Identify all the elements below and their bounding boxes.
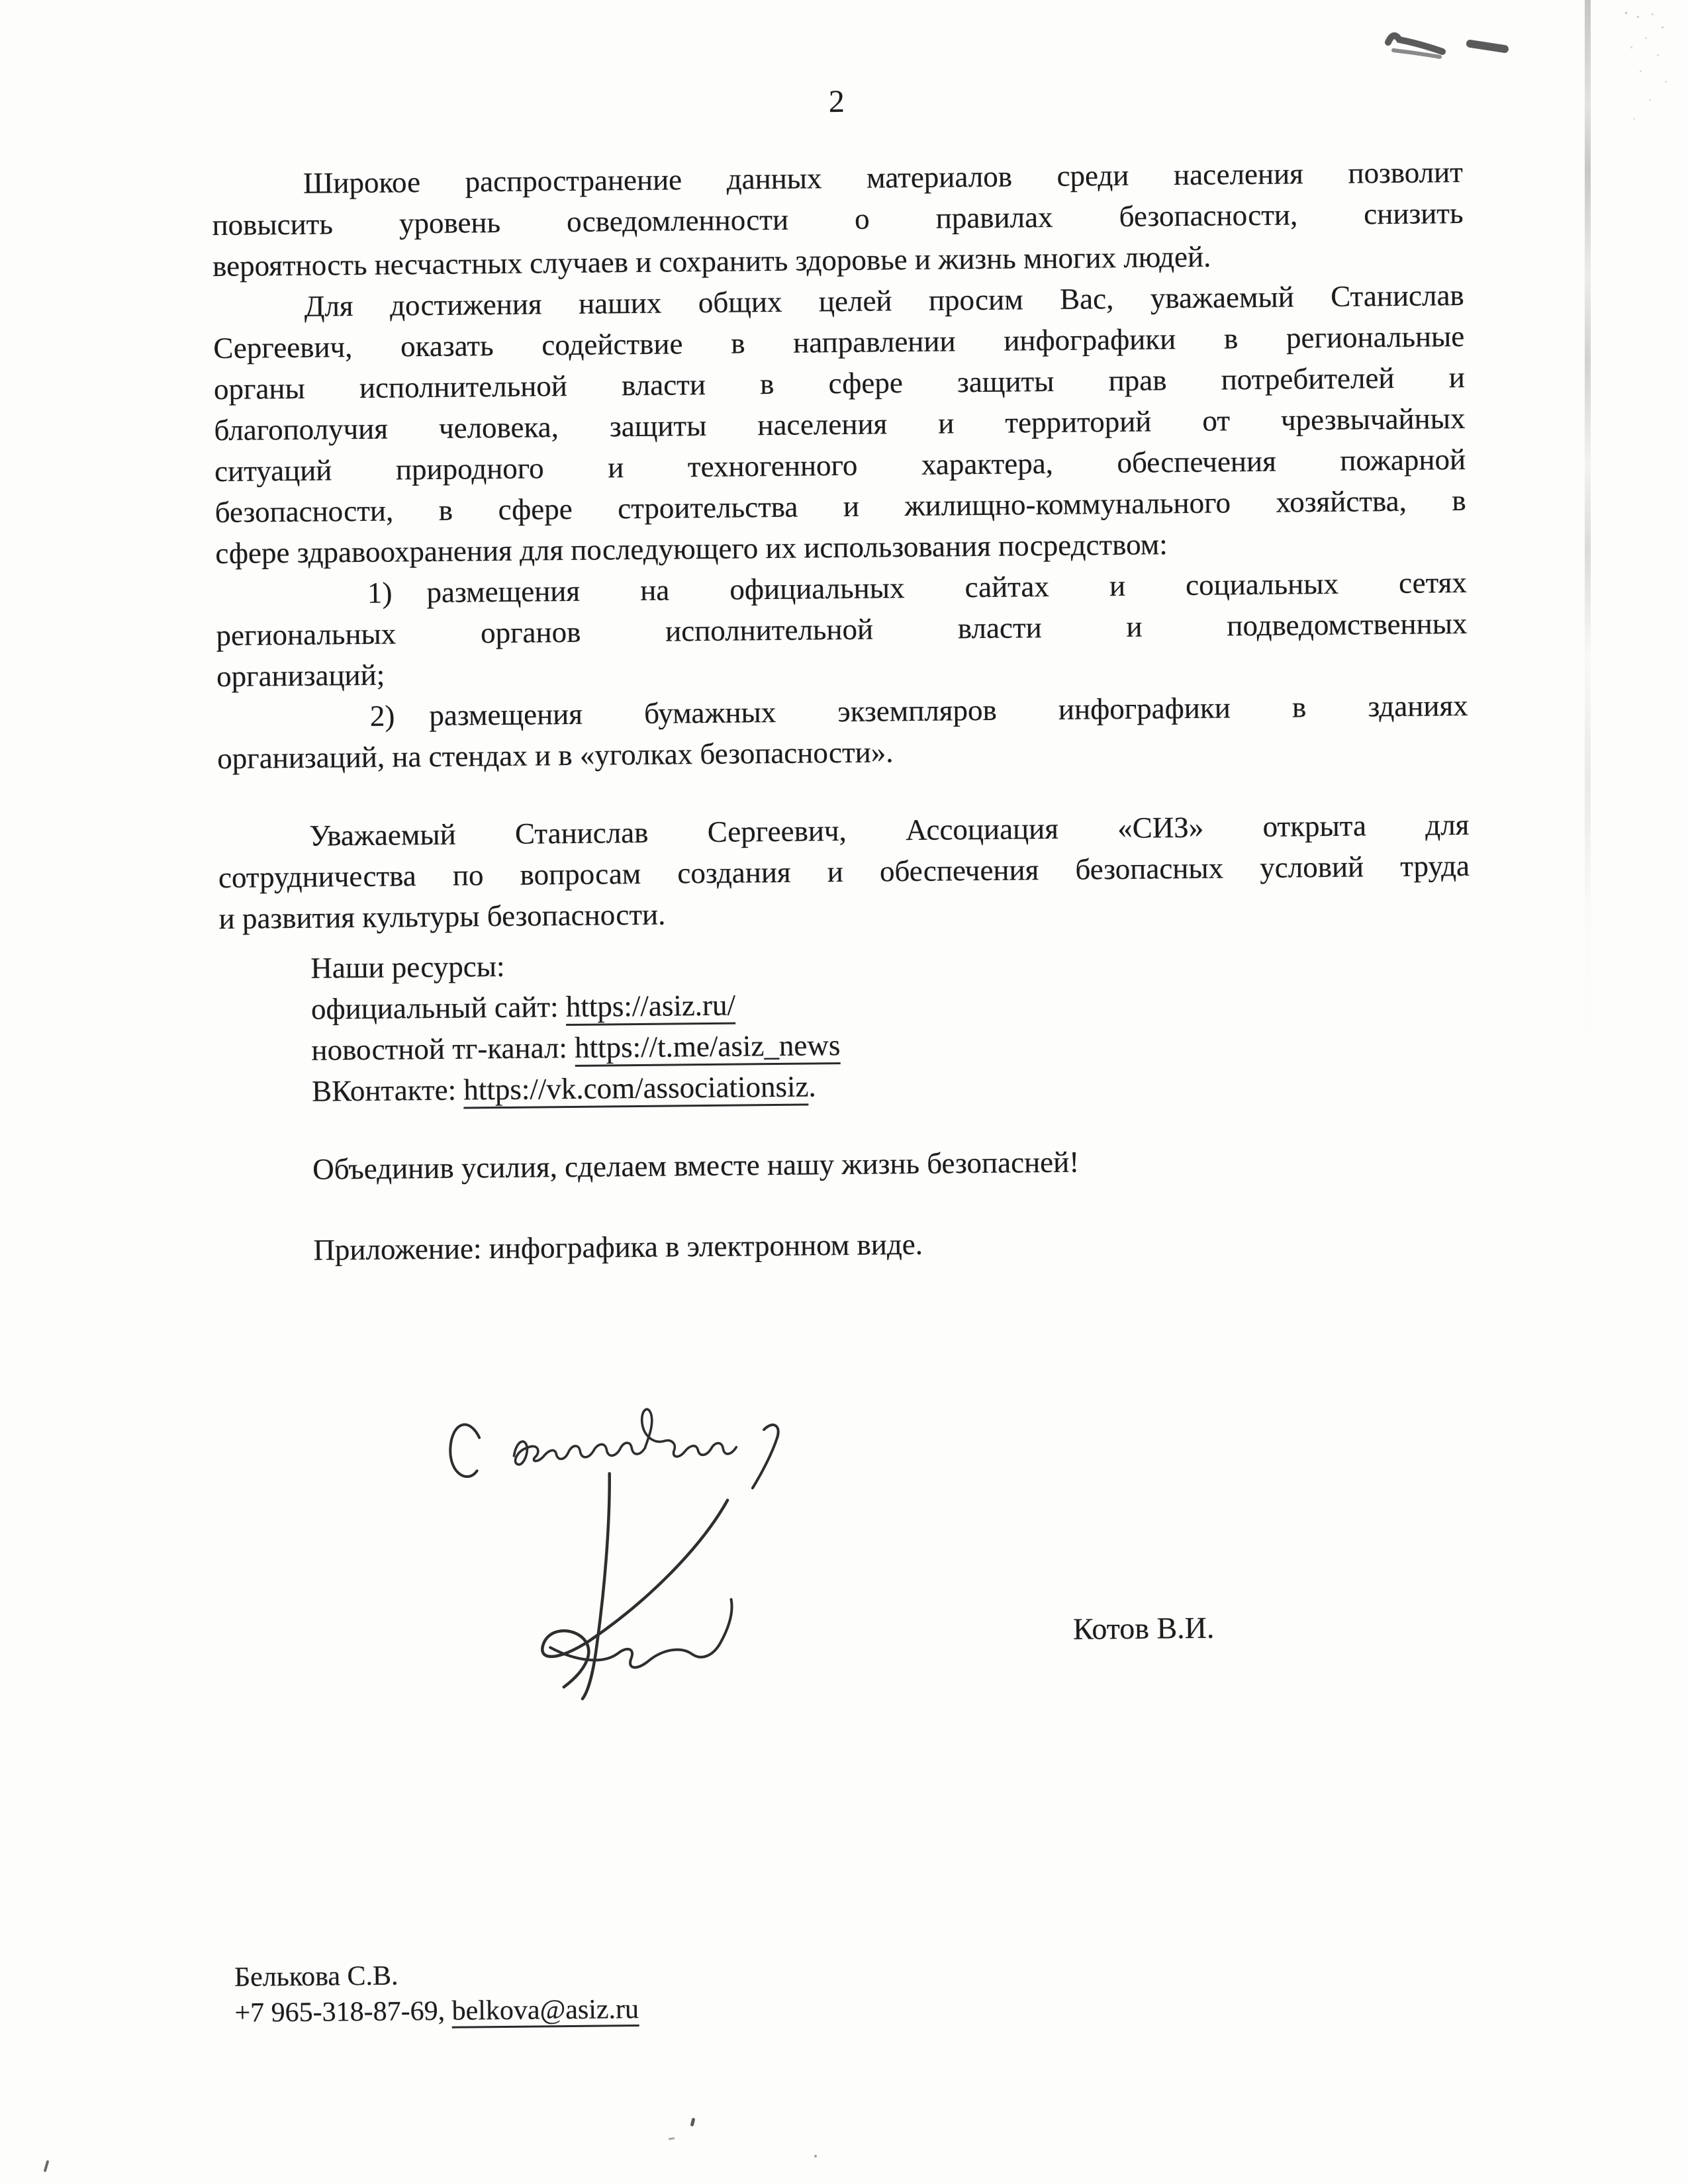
handwritten-signature [435,1374,809,1708]
signatory-name: Котов В.И. [1072,1610,1215,1646]
paragraph-line: Для достижения наших общих целей просим Вас, уважаемый Станислав [304,278,1464,323]
paragraph-line: благополучия человека, защиты населения и территорий от чрезвычайных [214,401,1466,447]
closing-line: Объединив усилия, сделаем вместе нашу жизнь безопасней! [312,1145,1080,1186]
resource-link[interactable]: https://vk.com/associationsiz [463,1070,809,1109]
list-text: размещения на официальных сайтах и социальных сетях [426,565,1468,610]
paragraph-line: Широкое распространение данных материалов среди населения позволит [303,155,1464,200]
signature-ink [435,1374,809,1708]
list-text: размещения бумажных экземпляров инфографики в зданиях [429,688,1468,733]
list-number: 1) [367,576,393,610]
scan-speck [814,2155,817,2158]
contact-line [234,1991,639,2031]
resource-suffix: . [808,1069,816,1103]
contact-email[interactable]: belkova@asiz.ru [451,1994,639,2028]
list-number: 2) [369,699,395,733]
paragraph-line: Сергеевич, оказать содействие в направлении инфографики в региональные [213,319,1465,365]
paragraph-line: безопасности, в сфере строительства и жилищно-коммунального хозяйства, в [214,483,1466,529]
list-item-line: организаций, на стендах и в «уголках безопасности». [217,735,894,776]
paragraph-line: сфере здравоохранения для последующего их использования посредством: [215,527,1168,570]
paragraph-line: вероятность несчастных случаев и сохранить здоровье и жизнь многих людей. [212,240,1211,283]
page-number: 2 [828,83,845,120]
paragraph-line: Уважаемый Станислав Сергеевич, Ассоциация «СИЗ» открыта для [309,807,1470,852]
list-item-line: организаций; [216,658,385,694]
letter-body [212,152,1474,1271]
resource-label: ВКонтакте: [311,1073,464,1108]
paragraph-line: и развития культуры безопасности. [218,897,666,936]
resource-link[interactable]: https://t.me/asiz_news [575,1028,841,1067]
resources-title: Наши ресурсы: [310,949,505,985]
contact-name: Белькова С.В. [234,1960,399,1993]
attachment-line: Приложение: инфографика в электронном виде. [313,1227,923,1267]
list-item-line: региональных органов исполнительной власти и подведомственных [216,606,1468,653]
resource-label: официальный сайт: [310,990,567,1026]
contact-block [234,1956,639,2031]
resource-link[interactable]: https://asiz.ru/ [566,989,736,1026]
paragraph-line: повысить уровень осведомленности о правилах безопасности, снизить [212,196,1464,242]
contact-phone: +7 965-318-87-69, [234,1995,452,2028]
paragraph-line: ситуаций природного и техногенного характера, обеспечения пожарной [214,442,1466,488]
paragraph-line: органы исполнительной власти в сфере защиты прав потребителей и [213,360,1466,406]
paragraph-line: сотрудничества по вопросам создания и обеспечения безопасных условий труда [218,848,1470,895]
resource-label: новостной тг-канал: [311,1030,575,1067]
